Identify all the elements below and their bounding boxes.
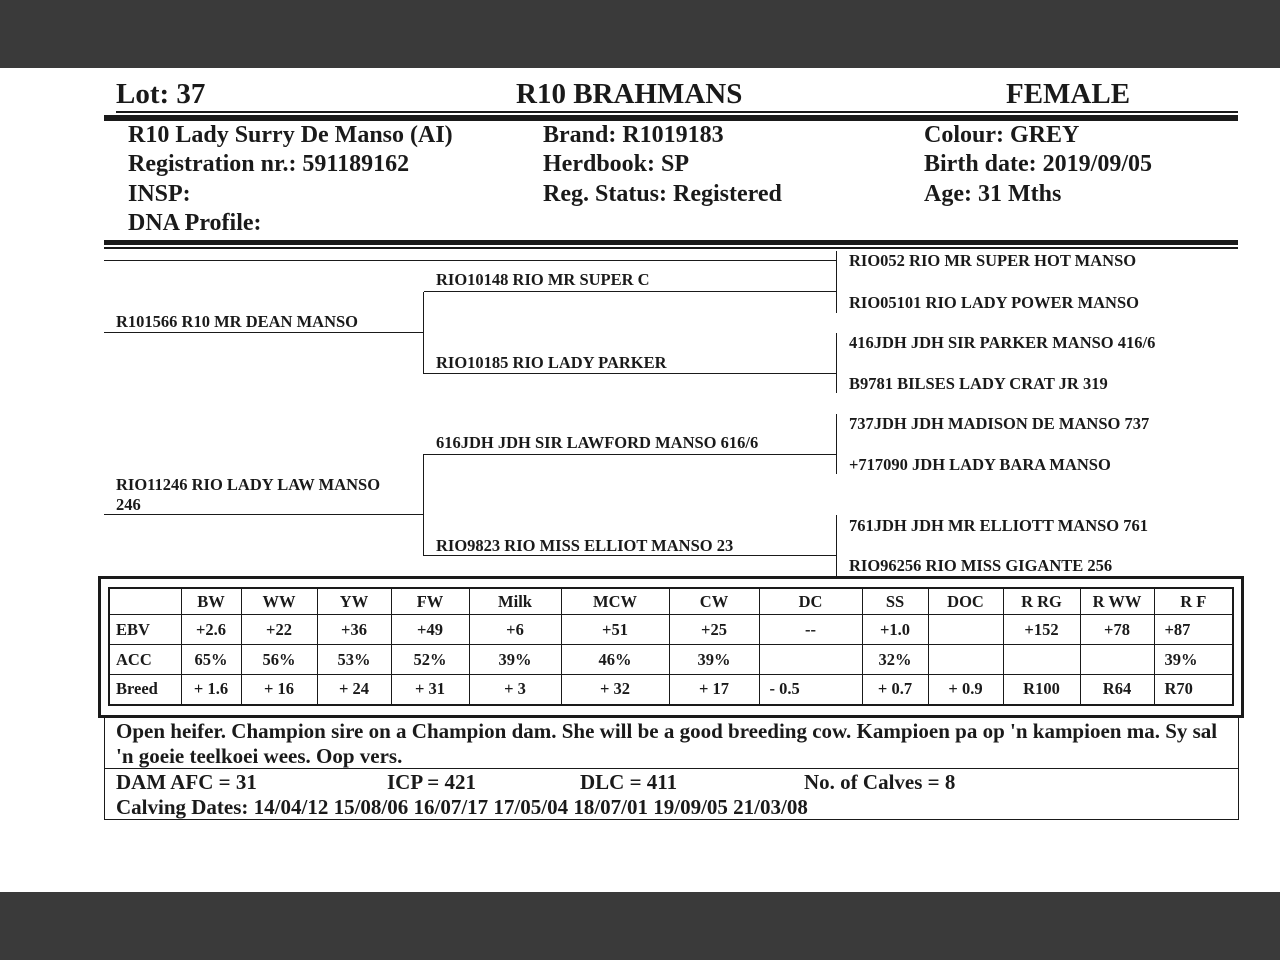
remarks: Open heifer. Champion sire on a Champion dam. She will be a good breeding cow. Kampioen pa op 'n kampioen ma. Sy sal 'n goeie teelkoei wees. Oop vers. [116,719,1218,768]
bottom-dark-bar [0,892,1280,960]
table-cell [928,645,1003,675]
table-cell: + 24 [317,675,391,705]
sire: R101566 R10 MR DEAN MANSO [116,312,358,331]
brand: Brand: R1019183 [543,122,724,148]
table-cell: +25 [669,615,759,645]
table-cell: + 3 [469,675,561,705]
table-cell: +22 [241,615,317,645]
remarks-divider [104,768,1239,769]
column-header: FW [391,588,469,615]
breeder-name: R10 BRAHMANS [516,78,743,110]
table-cell: +152 [1003,615,1080,645]
table-cell: R64 [1080,675,1154,705]
column-header: R WW [1080,588,1154,615]
table-cell: 39% [1154,645,1233,675]
table-cell [1080,645,1154,675]
table-row [109,645,1233,675]
icp: ICP = 421 [387,770,476,794]
column-header [109,588,181,615]
column-header: MCW [561,588,669,615]
table-cell: 56% [241,645,317,675]
column-header: R RG [1003,588,1080,615]
great-grandparent: 416JDH JDH SIR PARKER MANSO 416/6 [849,333,1156,352]
sire-dam: RIO10185 RIO LADY PARKER [436,353,667,372]
info-rule-thin [104,247,1238,249]
registration-status: Reg. Status: Registered [543,181,782,207]
great-grandparent: RIO05101 RIO LADY POWER MANSO [849,293,1139,312]
birth-date: Birth date: 2019/09/05 [924,151,1152,177]
table-cell [759,645,862,675]
top-dark-bar [0,0,1280,68]
registration-number: Registration nr.: 591189162 [128,151,410,177]
lot-number: Lot: 37 [116,78,206,110]
table-cell: +2.6 [181,615,241,645]
row-label: Breed [109,675,181,705]
table-cell: +1.0 [862,615,928,645]
great-grandparent: 761JDH JDH MR ELLIOTT MANSO 761 [849,516,1149,535]
table-cell: 46% [561,645,669,675]
table-cell: +51 [561,615,669,645]
age: Age: 31 Mths [924,181,1062,207]
great-grandparent: +717090 JDH LADY BARA MANSO [849,455,1111,474]
table-row [109,615,1233,645]
table-cell: +49 [391,615,469,645]
table-cell [1003,645,1080,675]
dam-suffix: 246 [116,495,141,514]
table-row [109,675,1233,705]
sire-sire: RIO10148 RIO MR SUPER C [436,270,650,289]
header-rule [116,111,1238,113]
great-grandparent: 737JDH JDH MADISON DE MANSO 737 [849,414,1150,433]
table-cell: + 0.7 [862,675,928,705]
table-cell: -- [759,615,862,645]
row-label: ACC [109,645,181,675]
table-cell: + 17 [669,675,759,705]
table-cell: + 31 [391,675,469,705]
table-cell: + 1.6 [181,675,241,705]
ebv-header-row [109,588,1233,615]
column-header: CW [669,588,759,615]
table-cell: +87 [1154,615,1233,645]
column-header: YW [317,588,391,615]
dam-sire: 616JDH JDH SIR LAWFORD MANSO 616/6 [436,433,759,452]
table-cell: + 0.9 [928,675,1003,705]
table-cell: 39% [669,645,759,675]
table-cell [928,615,1003,645]
dlc: DLC = 411 [580,770,678,794]
table-cell: R70 [1154,675,1233,705]
dam: RIO11246 RIO LADY LAW MANSO [116,475,381,494]
table-cell: + 32 [561,675,669,705]
great-grandparent: B9781 BILSES LADY CRAT JR 319 [849,374,1108,393]
column-header: DC [759,588,862,615]
column-header: Milk [469,588,561,615]
table-cell: 39% [469,645,561,675]
ebv-table [108,587,1234,706]
column-header: WW [241,588,317,615]
colour: Colour: GREY [924,122,1080,148]
dam-dam: RIO9823 RIO MISS ELLIOT MANSO 23 [436,536,734,555]
number-of-calves: No. of Calves = 8 [804,770,956,794]
table-cell: 52% [391,645,469,675]
row-label: EBV [109,615,181,645]
dam-afc: DAM AFC = 31 [116,770,257,794]
table-cell: +78 [1080,615,1154,645]
table-cell: + 16 [241,675,317,705]
insp-label: INSP: [128,181,191,207]
table-cell: +6 [469,615,561,645]
calving-dates: Calving Dates: 14/04/12 15/08/06 16/07/17 17/05/04 18/07/01 19/09/05 21/03/08 [116,795,808,819]
table-cell: 65% [181,645,241,675]
table-cell: 53% [317,645,391,675]
info-rule-thick [104,240,1238,245]
dna-profile-label: DNA Profile: [128,210,262,236]
column-header: SS [862,588,928,615]
table-cell: 32% [862,645,928,675]
great-grandparent: RIO052 RIO MR SUPER HOT MANSO [849,251,1137,270]
column-header: BW [181,588,241,615]
table-cell: - 0.5 [759,675,862,705]
herdbook: Herdbook: SP [543,151,690,177]
header-rule-thick [104,115,1238,121]
table-cell: R100 [1003,675,1080,705]
great-grandparent: RIO96256 RIO MISS GIGANTE 256 [849,556,1113,575]
animal-sex: FEMALE [1006,78,1131,110]
animal-name: R10 Lady Surry De Manso (AI) [128,122,453,148]
column-header: DOC [928,588,1003,615]
table-cell: +36 [317,615,391,645]
column-header: R F [1154,588,1233,615]
